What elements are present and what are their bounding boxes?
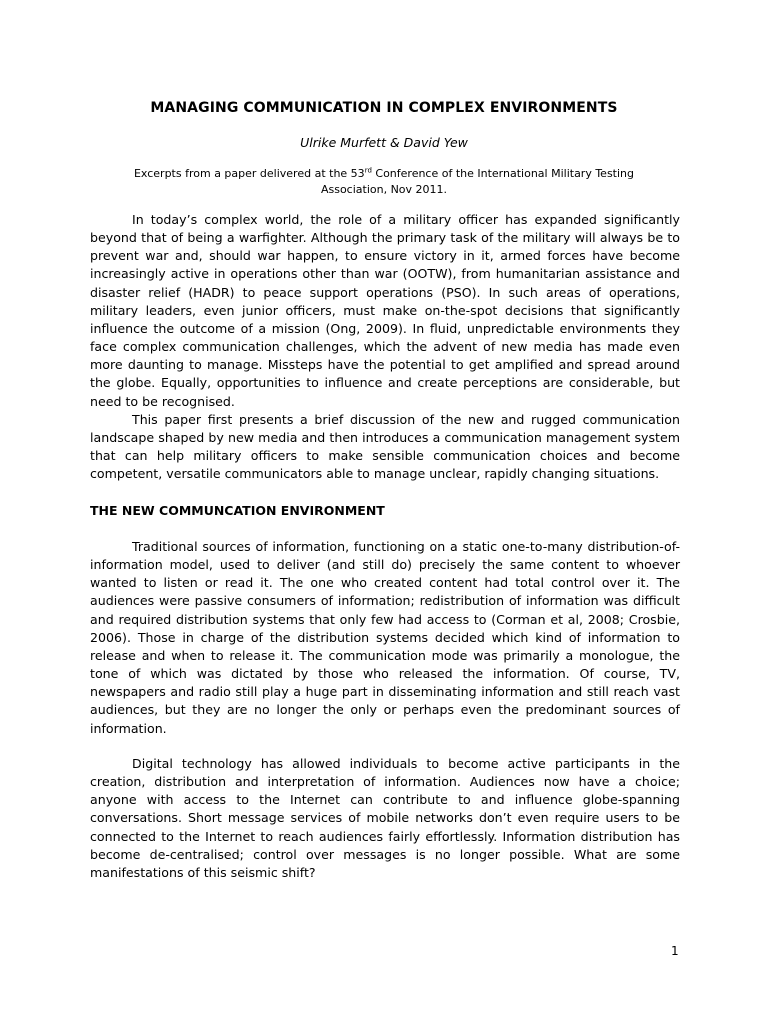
section-paragraph-1: Traditional sources of information, functioning on a static one-to-many distribution-of-information model, used to deliver (and still do) precisely the same content to whoever wanted to listen or read it. The one who created content had total control over it. The audiences were passive consumers of information; redistribution of information was difficult and required distribution systems that only few had access to (Corman et al, 2008; Crosbie, 2006). Those in charge of the distribution systems decided which kind of information to release and when to release it. The communication mode was primarily a monologue, the tone of which was dictated by those who released the information. Of course, TV, newspapers and radio still play a huge part in disseminating information and still reach vast audiences, but they are no longer the only or perhaps even the predominant sources of information. [90,539,680,736]
intro-paragraph-2: This paper first presents a brief discussion of the new and rugged communication landscape shaped by new media and then introduces a communication management system that can help military officers to make sensible communication choices and become competent, versatile communicators able to manage unclear, rapidly changing situations. [90,411,680,482]
section-paragraph-2: Digital technology has allowed individuals to become active participants in the creation, distribution and interpretation of information. Audiences now have a choice; anyone with access to the Internet can contribute to and influence globe-spanning conversations. Short message services of mobile networks don’t even require users to be connected to the Internet to reach audiences fairly effortlessly. Information distribution has become de-centralised; control over messages is no longer possible. What are some manifestations of this seismic shift? [90,756,680,880]
excerpt-note [118,166,650,198]
intro-section [90,211,680,483]
section-paragraph-2-block [90,755,680,882]
paper-authors: Ulrike Murfett & David Yew [300,135,468,150]
excerpt-text-start: Excerpts from a paper delivered at the 53 [133,167,365,180]
section-heading: THE NEW COMMUNCATION ENVIRONMENT [90,503,385,518]
intro-paragraph-1: In today’s complex world, the role of a military officer has expanded significantly beyond that of being a warfighter. Although the primary task of the military will always be to prevent war and, should war happen, to ensure victory in it, armed forces have become increasingly active in operations other than war (OOTW), from humanitarian assistance and disaster relief (HADR) to peace support operations (PSO). In such areas of operations, military leaders, even junior officers, must make on-the-spot decisions that significantly influence the outcome of a mission (Ong, 2009). In fluid, unpredictable environments they face complex communication challenges, which the advent of new media has made even more daunting to manage. Missteps have the potential to get amplified and spread around the globe. Equally, opportunities to influence and create perceptions are considerable, but need to be recognised. [90,212,680,409]
paper-title: MANAGING COMMUNICATION IN COMPLEX ENVIRONMENTS [150,100,618,116]
page-number: 1 [671,944,679,958]
excerpt-text-end: Conference of the International Military Testing Association, Nov 2011. [320,167,635,196]
section-paragraph-1-block [90,538,680,738]
ordinal-superscript: rd [364,166,372,175]
